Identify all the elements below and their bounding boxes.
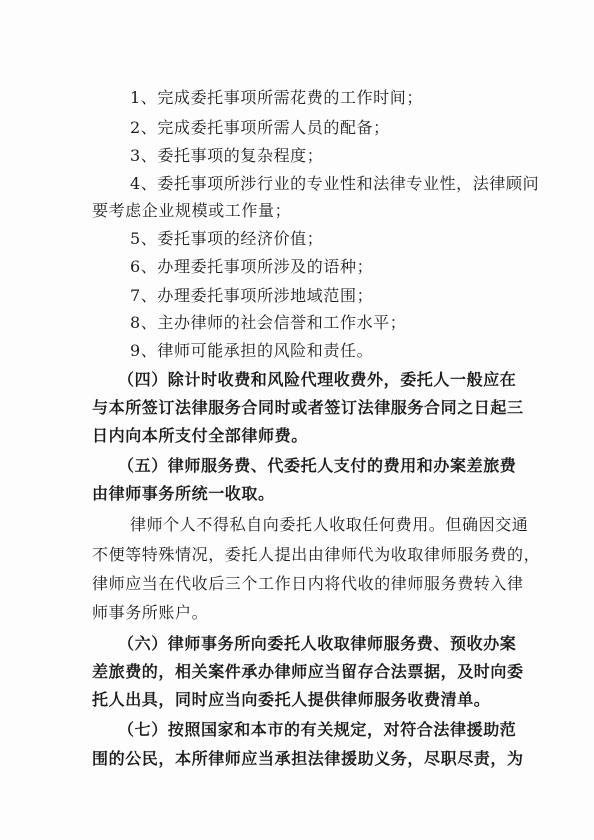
section-4-line-2: 与本所签订法律服务合同时或者签订法律服务合同之日起三 [92, 398, 524, 417]
list-item-5: 5、委托事项的经济价值； [130, 229, 324, 248]
list-item-4-line-2: 要考虑企业规模或工作量； [92, 201, 292, 220]
list-item-7: 7、办理委托事项所涉地域范围； [130, 286, 374, 305]
list-item-9: 9、律师可能承担的风险和责任。 [130, 341, 374, 360]
personal-para-line-4: 师事务所账户。 [92, 603, 209, 622]
section-7-line-1: （七）按照国家和本市的有关规定，对符合法律援助范 [118, 720, 517, 739]
section-4-line-3: 日内向本所支付全部律师费。 [92, 426, 308, 445]
section-6-line-3: 托人出具，同时应当向委托人提供律师服务收费清单。 [92, 690, 491, 709]
section-4-line-1: （四）除计时收费和风险代理收费外，委托人一般应在 [118, 370, 517, 389]
list-item-3: 3、委托事项的复杂程度； [130, 146, 324, 165]
section-6-line-1: （六）律师事务所向委托人收取律师服务费、预收办案 [118, 634, 517, 653]
section-7-line-2: 围的公民，本所律师应当承担法律援助义务，尽职尽责，为 [92, 749, 524, 768]
section-5-line-2: 由律师事务所统一收取。 [92, 484, 275, 503]
personal-para-line-1: 律师个人不得私自向委托人收取任何费用。但确因交通 [130, 515, 529, 534]
personal-para-line-3: 律师应当在代收后三个工作日内将代收的律师服务费转入律 [92, 574, 524, 593]
section-5-line-1: （五）律师服务费、代委托人支付的费用和办案差旅费 [118, 456, 517, 475]
list-item-8: 8、主办律师的社会信誉和工作水平； [130, 313, 407, 332]
list-item-6: 6、办理委托事项所涉及的语种； [130, 257, 374, 276]
section-6-line-2: 差旅费的，相关案件承办律师应当留存合法票据，及时向委 [92, 662, 524, 681]
list-item-2: 2、完成委托事项所需人员的配备； [130, 118, 390, 137]
personal-para-line-2: 不便等特殊情况，委托人提出由律师代为收取律师服务费的， [92, 545, 541, 564]
list-item-1: 1、完成委托事项所需花费的工作时间； [130, 88, 423, 107]
list-item-4-line-1: 4、委托事项所涉行业的专业性和法律专业性，法律顾问 [130, 174, 540, 193]
